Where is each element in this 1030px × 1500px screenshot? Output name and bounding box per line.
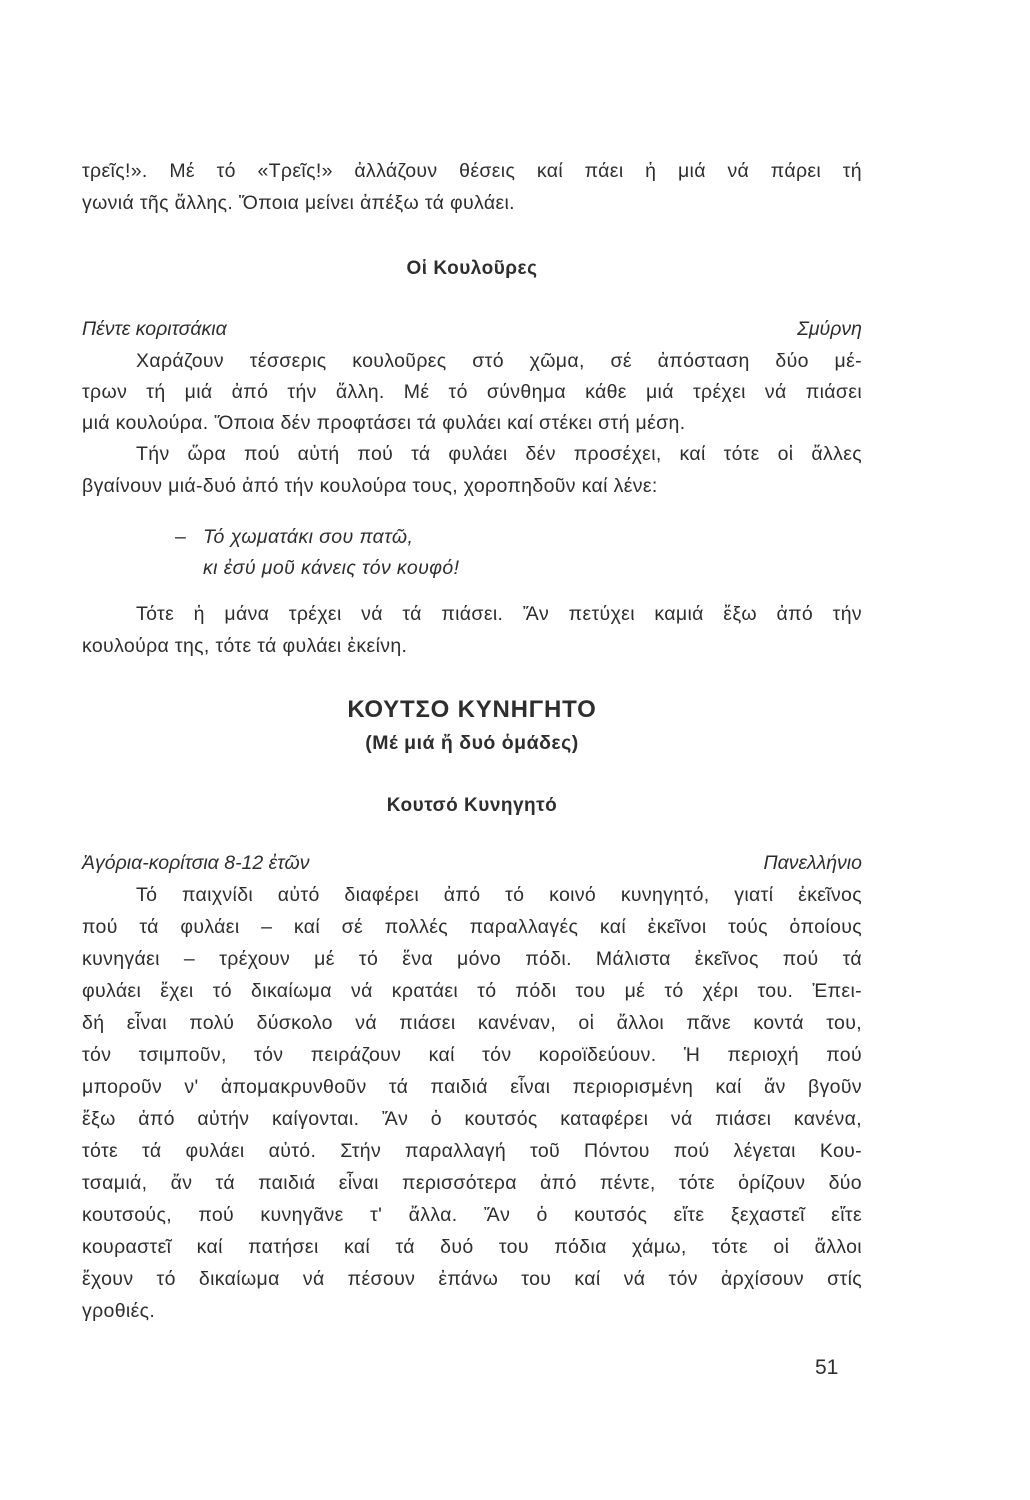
verse-line: κι ἐσύ μοῦ κάνεις τόν κουφό!	[203, 557, 460, 579]
paragraph-line: μιά κουλούρα. Ὅποια δέν προφτάσει τά φυλάει καί στέκει στή μέση.	[82, 412, 686, 434]
meta-participants: Πέντε κοριτσάκια	[82, 318, 227, 340]
paragraph-line: κουλούρα της, τότε τά φυλάει ἐκείνη.	[82, 635, 408, 657]
paragraph-line: πού τά φυλάει – καί σέ πολλές παραλλαγές καί ἐκεῖνοι τούς ὁποίους	[82, 916, 862, 938]
section-heading: Κουτσό Κυνηγητό	[386, 795, 558, 816]
paragraph-line: κυνηγάει – τρέχουν μέ τό ἕνα μόνο πόδι. Μάλιστα ἐκεῖνος πού τά	[82, 948, 862, 970]
verse-line: Τό χωματάκι σου πατῶ,	[203, 526, 414, 548]
meta-region: Σμύρνη	[797, 318, 862, 340]
paragraph-line: ἔξω ἀπό αὐτήν καίγονται. Ἄν ὁ κουτσός καταφέρει νά πιάσει κανένα,	[82, 1108, 862, 1130]
paragraph-line: Χαράζουν τέσσερις κουλοῦρες στό χῶμα, σέ ἀπόσταση δύο μέ-	[136, 350, 862, 372]
paragraph-line: Τήν ὥρα πού αὐτή πού τά φυλάει δέν προσέχει, καί τότε οἱ ἄλλες	[136, 443, 862, 465]
intro-line: γωνιά τῆς ἄλλης. Ὅποια μείνει ἀπέξω τά φυλάει.	[82, 192, 515, 214]
paragraph-line: τσαμιά, ἄν τά παιδιά εἶναι περισσότερα ἀπό πέντε, τότε ὁρίζουν δύο	[82, 1172, 862, 1194]
paragraph-line: δή εἶναι πολύ δύσκολο νά πιάσει κανέναν, οἱ ἄλλοι πᾶνε κοντά του,	[82, 1012, 862, 1034]
paragraph-line: Τό παιχνίδι αὐτό διαφέρει ἀπό τό κοινό κυνηγητό, γιατί ἐκεῖνος	[136, 884, 862, 906]
paragraph-line: μποροῦν ν' ἀπομακρυνθοῦν τά παιδιά εἶναι περιορισμένη καί ἄν βγοῦν	[82, 1076, 862, 1098]
paragraph-line: τόν τσιμποῦν, τόν πειράζουν καί τόν κοροϊδεύουν. Ἡ περιοχή πού	[82, 1044, 862, 1066]
paragraph-line: φυλάει ἔχει τό δικαίωμα νά κρατάει τό πόδι του μέ τό χέρι του. Ἐπει-	[82, 980, 862, 1002]
page-number: 51	[815, 1356, 839, 1379]
paragraph-line: τότε τά φυλάει αὐτό. Στήν παραλλαγή τοῦ Πόντου πού λέγεται Κου-	[82, 1140, 862, 1162]
paragraph-line: τρων τή μιά ἀπό τήν ἄλλη. Μέ τό σύνθημα κάθε μιά τρέχει νά πιάσει	[82, 381, 862, 403]
paragraph-line: ἔχουν τό δικαίωμα νά πέσουν ἐπάνω του καί νά τόν ἀρχίσουν στίς	[82, 1268, 862, 1290]
chapter-title: ΚΟΥΤΣΟ ΚΥΝΗΓΗΤΟ	[347, 696, 597, 723]
intro-line: τρεῖς!». Μέ τό «Τρεῖς!» ἀλλάζουν θέσεις καί πάει ἡ μιά νά πάρει τή	[82, 160, 862, 182]
paragraph-line: γροθιές.	[82, 1300, 156, 1322]
paragraph-line: κουραστεῖ καί πατήσει καί τά δυό του πόδια χάμω, τότε οἱ ἄλλοι	[82, 1236, 862, 1258]
meta-participants: Ἀγόρια-κορίτσια 8-12 ἐτῶν	[82, 852, 310, 874]
chapter-subtitle: (Μέ μιά ἤ δυό ὁμάδες)	[365, 732, 579, 754]
section-heading: Οἱ Κουλοῦρες	[406, 258, 538, 279]
paragraph-line: βγαίνουν μιά-δυό ἀπό τήν κουλούρα τους, χοροπηδοῦν καί λένε:	[82, 475, 658, 497]
verse-dash: –	[175, 526, 187, 548]
paragraph-line: κουτσούς, πού κυνηγᾶνε τ' ἄλλα. Ἄν ὁ κουτσός εἴτε ξεχαστεῖ εἴτε	[82, 1204, 862, 1226]
paragraph-line: Τότε ἡ μάνα τρέχει νά τά πιάσει. Ἄν πετύχει καμιά ἔξω ἀπό τήν	[136, 603, 862, 625]
meta-region: Πανελλήνιο	[763, 852, 862, 874]
